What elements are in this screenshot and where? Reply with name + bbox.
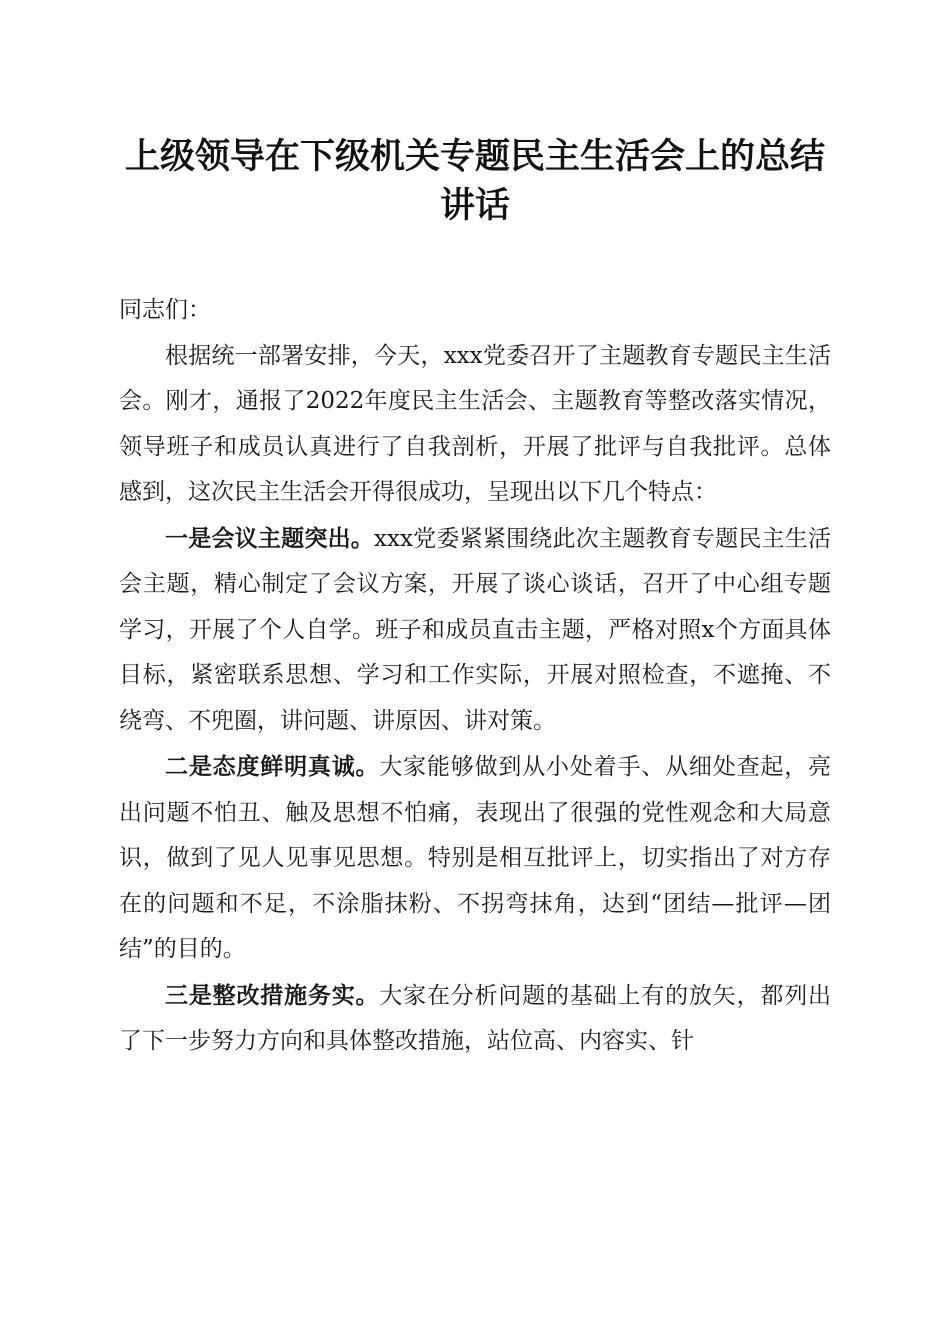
document-body <box>119 288 831 1065</box>
paragraph-text: xxx党委紧紧围绕此次主题教育专题民主生活会主题，精心制定了会议方案，开展了谈心谈话，召开了中心组专题学习，开展了个人自学。班子和成员直击主题，严格对照x个方面具体目标，紧密联系思想、学习和工作实际，开展对照检查，不遮掩、不绕弯、不兜圈，讲问题、讲原因、讲对策。 <box>119 525 831 734</box>
document-title <box>119 132 831 230</box>
paragraph-point-3 <box>119 973 831 1065</box>
paragraph-lead: 一是会议主题突出。 <box>165 524 375 552</box>
title-line-2: 讲话 <box>439 185 510 226</box>
paragraph-text: 大家在分析问题的基础上有的放矢，都列出了下一步努力方向和具体整改措施，站位高、内容实、针 <box>119 982 832 1054</box>
paragraph-lead: 三是整改措施务实。 <box>165 981 380 1009</box>
paragraph-point-1 <box>119 516 831 745</box>
paragraph-lead: 二是态度鲜明真诚。 <box>165 753 380 780</box>
document-page <box>119 132 831 1065</box>
salutation: 同志们： <box>119 297 211 323</box>
paragraph-text: 大家能够做到从小处着手、从细处查起，亮出问题不怕丑、触及思想不怕痛，表现出了很强的党性观念和大局意识，做到了见人见事见思想。特别是相互批评上，切实指出了对方存在的问题和不足，不涂脂抹粉、不拐弯抹角，达到“团结—批评—团结”的目的。 <box>119 754 832 962</box>
paragraph-text: 根据统一部署安排，今天，xxx党委召开了主题教育专题民主生活会。刚才，通报了2022年度民主生活会、主题教育等整改落实情况，领导班子和成员认真进行了自我剖析，开展了批评与自我批评。总体感到，这次民主生活会开得很成功，呈现出以下几个特点： <box>119 342 831 505</box>
paragraph-point-2 <box>119 744 831 973</box>
title-line-1: 上级领导在下级机关专题民主生活会上的总结 <box>124 136 825 177</box>
paragraph-intro <box>119 334 831 516</box>
